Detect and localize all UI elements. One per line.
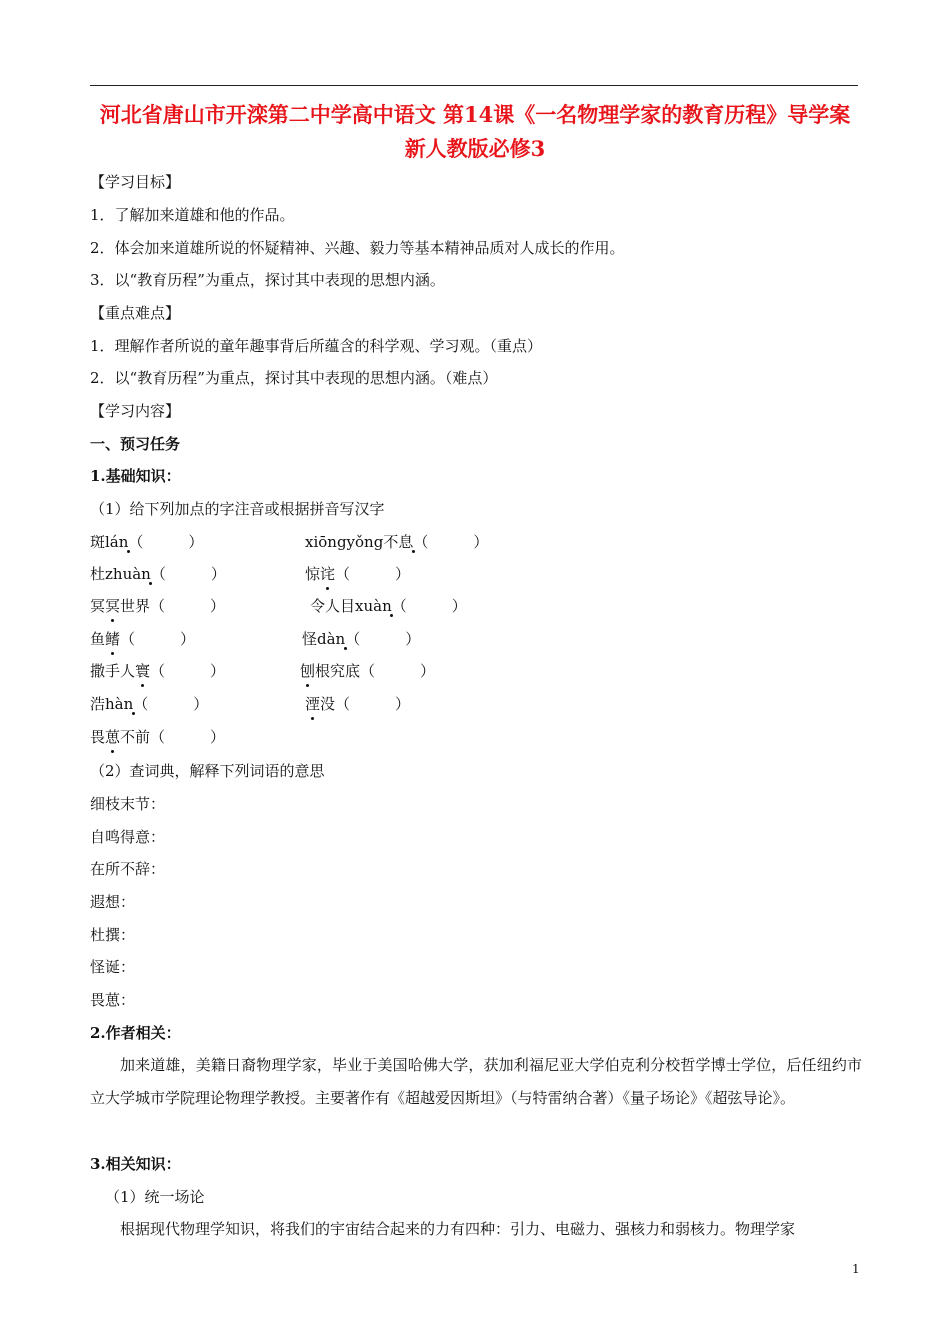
related-heading: 3.相关知识： xyxy=(90,1155,181,1173)
term-item: 畏葸： xyxy=(90,991,136,1009)
keypoint-item: 2．以“教育历程”为重点，探讨其中表现的思想内涵。（难点） xyxy=(90,369,498,387)
question-1: （1）给下列加点的字注音或根据拼音写汉字 xyxy=(90,500,385,518)
header-rule xyxy=(90,85,858,86)
vocab-right: 怪dàn（ ） xyxy=(302,630,421,648)
term-item: 怪诞： xyxy=(90,958,136,976)
term-item: 自鸣得意： xyxy=(90,828,166,846)
vocab-left: 斑lán（ ） xyxy=(90,533,204,551)
basic-knowledge-heading: 1.基础知识： xyxy=(90,467,181,485)
vocab-left: 撒手人寰（ ） xyxy=(90,662,226,680)
document-title: 河北省唐山市开滦第二中学高中语文 第14课《一名物理学家的教育历程》导学案 新人教版必修3 xyxy=(99,102,851,161)
content-heading: 【学习内容】 xyxy=(90,402,181,420)
vocab-right: 刨根究底（ ） xyxy=(300,662,436,680)
vocab-right: 惊诧（ ） xyxy=(305,565,411,583)
author-heading: 2.作者相关： xyxy=(90,1024,181,1042)
vocab-left: 浩hàn（ ） xyxy=(90,695,209,713)
term-item: 在所不辞： xyxy=(90,860,166,878)
related-paragraph: 根据现代物理学知识，将我们的宇宙结合起来的力有四种：引力、电磁力、强核力和弱核力。物理学家 xyxy=(120,1220,796,1238)
vocab-left: 畏葸不前（ ） xyxy=(90,728,226,746)
term-item: 细枝末节： xyxy=(90,795,166,813)
objectives-heading: 【学习目标】 xyxy=(90,173,181,191)
section-heading: 一、预习任务 xyxy=(90,435,181,453)
author-paragraph: 加来道雄，美籍日裔物理学家，毕业于美国哈佛大学，获加利福尼亚大学伯克利分校哲学博士学位，后任纽约市立大学城市学院理论物理学教授。主要著作有《超越爱因斯坦》（与特雷纳合著）《量子场论》《超弦导论》。 xyxy=(90,1056,862,1107)
vocab-left: 鱼鳍（ ） xyxy=(90,630,196,648)
term-item: 遐想： xyxy=(90,893,136,911)
objective-item: 2．体会加来道雄所说的怀疑精神、兴趣、毅力等基本精神品质对人成长的作用。 xyxy=(90,239,625,257)
vocab-right: 湮没（ ） xyxy=(305,695,411,713)
objective-item: 3．以“教育历程”为重点，探讨其中表现的思想内涵。 xyxy=(90,271,445,289)
vocab-left: 杜zhuàn（ ） xyxy=(90,565,226,583)
term-item: 杜撰： xyxy=(90,926,136,944)
vocab-right: xiōngyǒng不息（ ） xyxy=(305,533,489,551)
question-2: （2）查词典，解释下列词语的意思 xyxy=(90,762,325,780)
vocab-left: 冥冥世界（ ） xyxy=(90,597,226,615)
objective-item: 1．了解加来道雄和他的作品。 xyxy=(90,206,295,224)
page-number: 1 xyxy=(852,1262,860,1276)
keypoints-heading: 【重点难点】 xyxy=(90,304,181,322)
related-subheading: （1）统一场论 xyxy=(105,1188,205,1206)
vocab-right: 令人目xuàn（ ） xyxy=(310,597,467,615)
keypoint-item: 1．理解作者所说的童年趣事背后所蕴含的科学观、学习观。（重点） xyxy=(90,337,543,355)
